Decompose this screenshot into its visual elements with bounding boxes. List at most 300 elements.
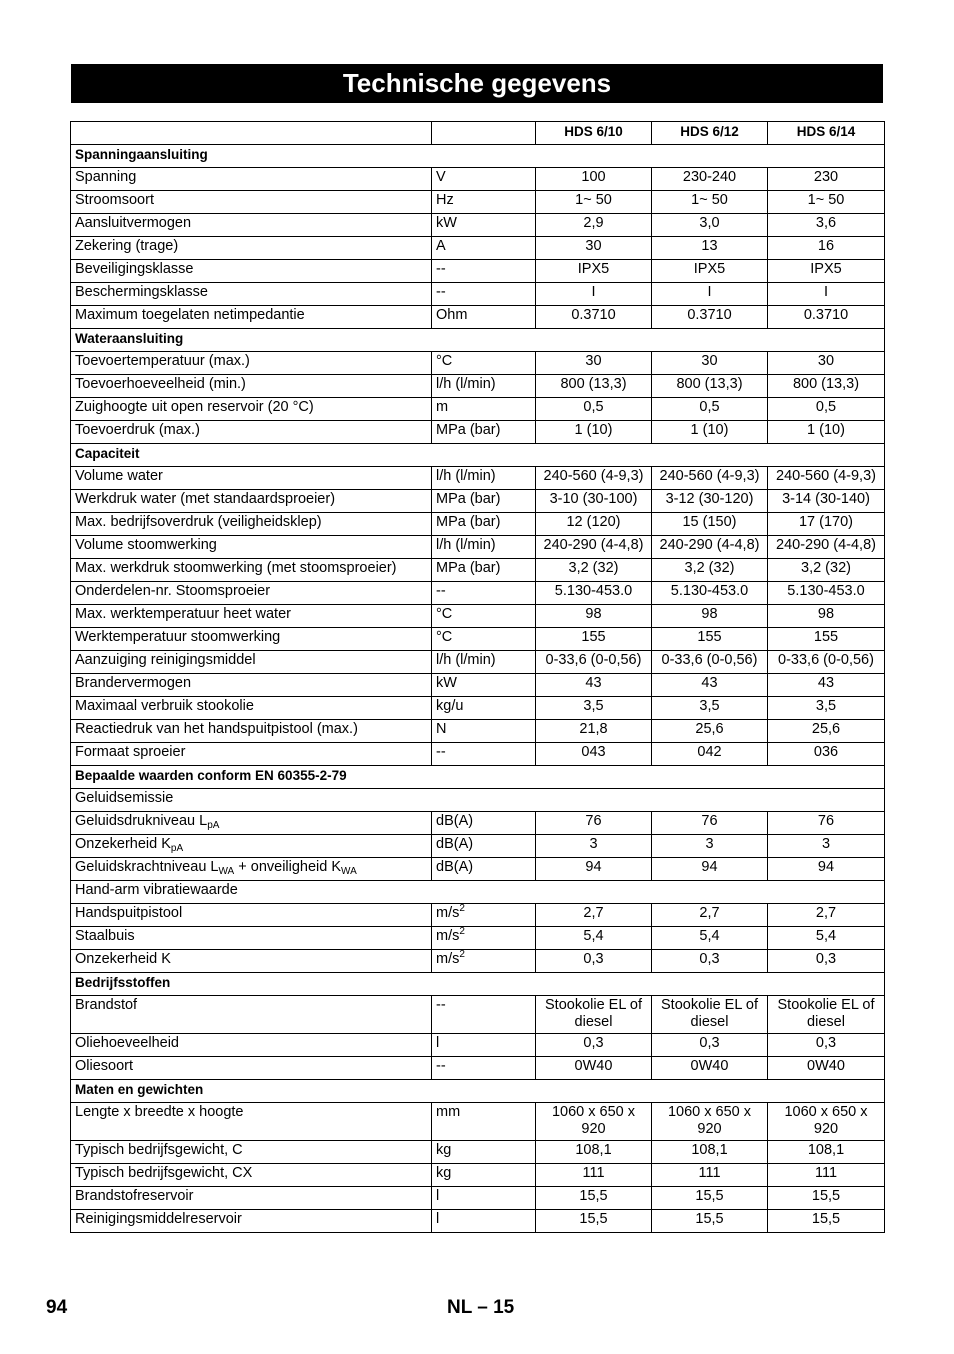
row-label-text: Aanzuiging reinigingsmiddel: [75, 652, 256, 668]
row-label: [71, 536, 432, 559]
row-value: 76: [768, 812, 885, 835]
row-label-text: Beschermingsklasse: [75, 284, 208, 300]
row-label-text: Oliesoort: [75, 1058, 134, 1074]
table-row: [71, 513, 885, 536]
row-unit-text: l/h (l/min): [436, 376, 496, 392]
row-value: 1~ 50: [652, 191, 768, 214]
row-label: [71, 559, 432, 582]
row-unit: [432, 306, 536, 329]
row-value: 036: [768, 743, 885, 766]
row-label: [71, 237, 432, 260]
row-unit: [432, 398, 536, 421]
table-row: [71, 582, 885, 605]
row-label: [71, 1141, 432, 1164]
row-value: 108,1: [652, 1141, 768, 1164]
row-value: 0,5: [768, 398, 885, 421]
row-label-text: Toevoerdruk (max.): [75, 422, 200, 438]
row-value: 043: [536, 743, 652, 766]
footer-section-label: NL – 15: [447, 1297, 515, 1318]
row-value: 3: [536, 835, 652, 858]
table-row: [71, 1187, 885, 1210]
row-value: 15,5: [768, 1187, 885, 1210]
row-label: [71, 1057, 432, 1080]
row-unit-text: m/s: [436, 951, 460, 967]
row-unit-text: --: [436, 744, 446, 760]
row-unit: [432, 375, 536, 398]
row-label-text: Typisch bedrijfsgewicht, CX: [75, 1165, 253, 1181]
row-label-text: Max. werktemperatuur heet water: [75, 606, 291, 622]
row-value: 3,5: [536, 697, 652, 720]
row-value: 111: [652, 1164, 768, 1187]
row-label-text: Reactiedruk van het handspuitpistool (max.): [75, 721, 358, 737]
row-label-subscript: pA: [207, 820, 220, 831]
row-value: 1~ 50: [536, 191, 652, 214]
row-unit-text: Ohm: [436, 307, 468, 323]
table-row: [71, 697, 885, 720]
row-unit-text: l/h (l/min): [436, 468, 496, 484]
row-label-text: Zekering (trage): [75, 238, 179, 254]
row-label-text: Geluidsdrukniveau L: [75, 813, 208, 829]
row-unit-text: dB(A): [436, 813, 474, 829]
row-label-text: Handspuitpistool: [75, 905, 183, 921]
row-value: IPX5: [652, 260, 768, 283]
row-value: 0W40: [768, 1057, 885, 1080]
row-value: 0,3: [652, 1034, 768, 1057]
row-value: 0-33,6 (0-0,56): [652, 651, 768, 674]
row-unit: [432, 191, 536, 214]
table-row: [71, 858, 885, 881]
row-value: 25,6: [768, 720, 885, 743]
row-value: 230: [768, 168, 885, 191]
row-unit-text: A: [436, 238, 446, 254]
table-row: [71, 904, 885, 927]
table-header-row: [71, 122, 885, 145]
row-unit-superscript: 2: [459, 949, 465, 960]
footer-page-number: 94: [46, 1297, 68, 1318]
row-label-text: Brandstof: [75, 997, 138, 1013]
row-unit: [432, 513, 536, 536]
row-label-text: Formaat sproeier: [75, 744, 186, 760]
row-label: [71, 513, 432, 536]
row-label: [71, 1187, 432, 1210]
row-unit-text: m/s: [436, 905, 460, 921]
row-value: 15 (150): [652, 513, 768, 536]
table-row: [71, 398, 885, 421]
table-row: [71, 375, 885, 398]
section-row: [71, 1080, 885, 1103]
specifications-table-body: [71, 122, 885, 1233]
row-value: 43: [768, 674, 885, 697]
row-value: 94: [768, 858, 885, 881]
row-unit-text: l: [436, 1188, 440, 1204]
row-value: 0,3: [536, 1034, 652, 1057]
row-value: 5,4: [652, 927, 768, 950]
row-unit: [432, 1034, 536, 1057]
table-row: [71, 1210, 885, 1233]
row-unit: [432, 214, 536, 237]
row-value: 25,6: [652, 720, 768, 743]
row-value: 155: [768, 628, 885, 651]
row-value: 2,7: [652, 904, 768, 927]
row-value: 3,6: [768, 214, 885, 237]
row-unit: [432, 559, 536, 582]
row-label-text: Geluidskrachtniveau L: [75, 859, 219, 875]
table-row: [71, 628, 885, 651]
row-value: 0,5: [652, 398, 768, 421]
row-value: 76: [652, 812, 768, 835]
row-value: 240-290 (4-4,8): [768, 536, 885, 559]
row-label-text: Zuighoogte uit open reservoir (20 °C): [75, 399, 314, 415]
row-value: I: [768, 283, 885, 306]
row-label: [71, 421, 432, 444]
row-value: 3,2 (32): [768, 559, 885, 582]
row-unit: [432, 835, 536, 858]
header-cell-label: [71, 122, 432, 145]
row-value: 0-33,6 (0-0,56): [536, 651, 652, 674]
subsection-title: Hand-arm vibratiewaarde: [71, 881, 885, 904]
row-value: 30: [536, 352, 652, 375]
table-row: [71, 1141, 885, 1164]
row-label: [71, 467, 432, 490]
row-label: [71, 283, 432, 306]
header-cell-unit: [432, 122, 536, 145]
row-unit-text: dB(A): [436, 836, 474, 852]
row-value: 1060 x 650 x 920: [768, 1103, 885, 1141]
row-unit: [432, 697, 536, 720]
row-value: 0,3: [652, 950, 768, 973]
row-unit-text: kW: [436, 215, 457, 231]
table-row: [71, 720, 885, 743]
row-unit-text: --: [436, 1058, 446, 1074]
row-label: [71, 858, 432, 881]
row-value: 800 (13,3): [768, 375, 885, 398]
row-value: 2,9: [536, 214, 652, 237]
subsection-row: [71, 789, 885, 812]
row-value: 3-14 (30-140): [768, 490, 885, 513]
subsection-row: [71, 881, 885, 904]
row-label-text: Beveiligingsklasse: [75, 261, 194, 277]
row-value: 94: [652, 858, 768, 881]
header-cell-model: HDS 6/12: [652, 122, 768, 145]
row-label-text: Onderdelen-nr. Stoomsproeier: [75, 583, 271, 599]
row-label-text: + onveiligheid K: [234, 859, 342, 875]
row-label-text: Staalbuis: [75, 928, 135, 944]
row-label: [71, 743, 432, 766]
row-unit: [432, 812, 536, 835]
row-value: 5,4: [536, 927, 652, 950]
row-label-text: Brandervermogen: [75, 675, 192, 691]
row-label: [71, 812, 432, 835]
specifications-table: [70, 121, 885, 1233]
row-unit: [432, 605, 536, 628]
row-value: 111: [768, 1164, 885, 1187]
row-label-text: Onzekerheid K: [75, 951, 171, 967]
row-unit: [432, 283, 536, 306]
row-value: 16: [768, 237, 885, 260]
table-row: [71, 536, 885, 559]
row-unit: [432, 168, 536, 191]
row-label: [71, 904, 432, 927]
row-unit-text: m/s: [436, 928, 460, 944]
section-row: [71, 973, 885, 996]
section-title: Bedrijfsstoffen: [71, 973, 885, 996]
row-label: [71, 191, 432, 214]
row-label: [71, 1210, 432, 1233]
table-row: [71, 306, 885, 329]
section-row: [71, 766, 885, 789]
row-label: [71, 214, 432, 237]
row-value: 3,5: [768, 697, 885, 720]
row-value: 94: [536, 858, 652, 881]
row-unit-text: --: [436, 284, 446, 300]
row-unit-text: l: [436, 1035, 440, 1051]
row-unit-text: °C: [436, 629, 453, 645]
row-label: [71, 674, 432, 697]
row-unit-text: kW: [436, 675, 457, 691]
row-value: 240-560 (4-9,3): [768, 467, 885, 490]
row-value: 0.3710: [536, 306, 652, 329]
row-label: [71, 306, 432, 329]
row-value: 1060 x 650 x 920: [536, 1103, 652, 1141]
row-value: 76: [536, 812, 652, 835]
row-unit: [432, 1164, 536, 1187]
row-label-text: Aansluitvermogen: [75, 215, 192, 231]
table-row: [71, 950, 885, 973]
row-unit-text: MPa (bar): [436, 491, 501, 507]
row-value: 43: [536, 674, 652, 697]
row-label: [71, 697, 432, 720]
row-label: [71, 1034, 432, 1057]
row-value: 15,5: [768, 1210, 885, 1233]
row-unit-text: l/h (l/min): [436, 537, 496, 553]
table-row: [71, 835, 885, 858]
row-value: 230-240: [652, 168, 768, 191]
subsection-title: Geluidsemissie: [71, 789, 885, 812]
row-label-text: Typisch bedrijfsgewicht, C: [75, 1142, 243, 1158]
row-value: 17 (170): [768, 513, 885, 536]
row-label: [71, 950, 432, 973]
row-unit-text: l: [436, 1211, 440, 1227]
row-value: 0.3710: [652, 306, 768, 329]
row-unit-text: kg: [436, 1142, 452, 1158]
row-label-text: Maximaal verbruik stookolie: [75, 698, 254, 714]
row-unit: [432, 927, 536, 950]
row-label-text: Spanning: [75, 169, 137, 185]
row-value: 042: [652, 743, 768, 766]
row-value: IPX5: [536, 260, 652, 283]
row-value: 15,5: [652, 1187, 768, 1210]
row-unit: [432, 1210, 536, 1233]
row-label: [71, 996, 432, 1034]
row-value: 3-12 (30-120): [652, 490, 768, 513]
row-value: 0W40: [652, 1057, 768, 1080]
row-unit-text: dB(A): [436, 859, 474, 875]
row-unit-text: MPa (bar): [436, 514, 501, 530]
row-unit: [432, 237, 536, 260]
row-label-text: Lengte x breedte x hoogte: [75, 1104, 244, 1120]
row-unit-text: --: [436, 997, 446, 1013]
row-unit: [432, 628, 536, 651]
row-value: 5.130-453.0: [768, 582, 885, 605]
row-unit-text: V: [436, 169, 446, 185]
row-value: 0,3: [768, 1034, 885, 1057]
table-row: [71, 283, 885, 306]
row-value: I: [652, 283, 768, 306]
row-value: 240-560 (4-9,3): [652, 467, 768, 490]
row-label-subscript: WA: [218, 866, 235, 877]
row-unit-text: mm: [436, 1104, 461, 1120]
row-unit: [432, 1187, 536, 1210]
table-row: [71, 168, 885, 191]
table-row: [71, 260, 885, 283]
row-value: 100: [536, 168, 652, 191]
row-value: I: [536, 283, 652, 306]
row-value: 1060 x 650 x 920: [652, 1103, 768, 1141]
table-row: [71, 651, 885, 674]
row-unit-text: °C: [436, 606, 453, 622]
row-unit: [432, 950, 536, 973]
row-label-text: Toevoerhoeveelheid (min.): [75, 376, 246, 392]
row-value: 240-290 (4-4,8): [536, 536, 652, 559]
row-value: 3,0: [652, 214, 768, 237]
row-value: 5.130-453.0: [652, 582, 768, 605]
row-value: 108,1: [536, 1141, 652, 1164]
row-unit: [432, 858, 536, 881]
row-unit: [432, 467, 536, 490]
row-unit-text: kg/u: [436, 698, 464, 714]
row-unit-text: MPa (bar): [436, 422, 501, 438]
table-row: [71, 467, 885, 490]
row-label-text: Max. bedrijfsoverdruk (veiligheidsklep): [75, 514, 322, 530]
row-value: 5,4: [768, 927, 885, 950]
row-unit: [432, 421, 536, 444]
table-row: [71, 1164, 885, 1187]
section-title: Capaciteit: [71, 444, 885, 467]
row-value: 1~ 50: [768, 191, 885, 214]
row-label-text: Maximum toegelaten netimpedantie: [75, 307, 305, 323]
row-value: 12 (120): [536, 513, 652, 536]
row-value: 2,7: [768, 904, 885, 927]
row-value: Stookolie EL of diesel: [768, 996, 885, 1034]
row-value: 98: [768, 605, 885, 628]
row-value: 800 (13,3): [536, 375, 652, 398]
row-value: 800 (13,3): [652, 375, 768, 398]
header-cell-model: HDS 6/14: [768, 122, 885, 145]
row-value: 3: [768, 835, 885, 858]
row-value: 98: [536, 605, 652, 628]
row-value: 5.130-453.0: [536, 582, 652, 605]
row-label: [71, 490, 432, 513]
section-title: Maten en gewichten: [71, 1080, 885, 1103]
table-row: [71, 352, 885, 375]
row-value: 155: [536, 628, 652, 651]
row-unit: [432, 1141, 536, 1164]
row-label: [71, 651, 432, 674]
row-value: 2,7: [536, 904, 652, 927]
row-unit: [432, 996, 536, 1034]
row-value: 0,3: [536, 950, 652, 973]
row-label: [71, 605, 432, 628]
row-label-subscript: WA: [341, 866, 357, 877]
row-value: 108,1: [768, 1141, 885, 1164]
row-label: [71, 398, 432, 421]
section-row: [71, 329, 885, 352]
row-value: 3-10 (30-100): [536, 490, 652, 513]
row-value: 0.3710: [768, 306, 885, 329]
table-row: [71, 1103, 885, 1141]
row-label: [71, 260, 432, 283]
row-unit: [432, 743, 536, 766]
row-unit-text: l/h (l/min): [436, 652, 496, 668]
row-value: 0-33,6 (0-0,56): [768, 651, 885, 674]
row-unit-superscript: 2: [459, 926, 465, 937]
row-label-text: Onzekerheid K: [75, 836, 171, 852]
row-label-text: Stroomsoort: [75, 192, 154, 208]
row-label-text: Werkdruk water (met standaardsproeier): [75, 491, 336, 507]
row-unit: [432, 536, 536, 559]
section-row: [71, 444, 885, 467]
row-value: 1 (10): [768, 421, 885, 444]
row-unit: [432, 674, 536, 697]
header-cell-model: HDS 6/10: [536, 122, 652, 145]
table-row: [71, 674, 885, 697]
table-row: [71, 812, 885, 835]
row-unit: [432, 582, 536, 605]
row-unit-text: --: [436, 261, 446, 277]
row-label: [71, 720, 432, 743]
row-label: [71, 1103, 432, 1141]
row-label-text: Reinigingsmiddelreservoir: [75, 1211, 242, 1227]
row-value: 15,5: [536, 1187, 652, 1210]
row-value: 3,2 (32): [536, 559, 652, 582]
row-value: 111: [536, 1164, 652, 1187]
row-label-text: Brandstofreservoir: [75, 1188, 194, 1204]
row-unit-text: Hz: [436, 192, 454, 208]
row-value: 30: [768, 352, 885, 375]
table-row: [71, 191, 885, 214]
row-unit: [432, 490, 536, 513]
row-label: [71, 352, 432, 375]
section-title: Wateraansluiting: [71, 329, 885, 352]
row-value: 1 (10): [536, 421, 652, 444]
row-label-text: Max. werkdruk stoomwerking (met stoomsproeier): [75, 560, 397, 576]
row-label: [71, 582, 432, 605]
row-value: 0,3: [768, 950, 885, 973]
row-value: 240-560 (4-9,3): [536, 467, 652, 490]
row-label-text: Volume stoomwerking: [75, 537, 217, 553]
table-row: [71, 237, 885, 260]
section-title: Spanningaansluiting: [71, 145, 885, 168]
row-label-subscript: pA: [170, 843, 184, 854]
row-value: 30: [536, 237, 652, 260]
row-unit-text: kg: [436, 1165, 452, 1181]
row-unit: [432, 352, 536, 375]
row-label: [71, 1164, 432, 1187]
page-title: Technische gegevens: [71, 64, 883, 103]
row-label: [71, 375, 432, 398]
row-value: 155: [652, 628, 768, 651]
row-value: Stookolie EL of diesel: [536, 996, 652, 1034]
row-unit-superscript: 2: [459, 903, 465, 914]
row-label: [71, 927, 432, 950]
table-row: [71, 996, 885, 1034]
row-label: [71, 628, 432, 651]
table-row: [71, 214, 885, 237]
table-row: [71, 1034, 885, 1057]
row-unit: [432, 1103, 536, 1141]
table-row: [71, 743, 885, 766]
row-unit: [432, 651, 536, 674]
